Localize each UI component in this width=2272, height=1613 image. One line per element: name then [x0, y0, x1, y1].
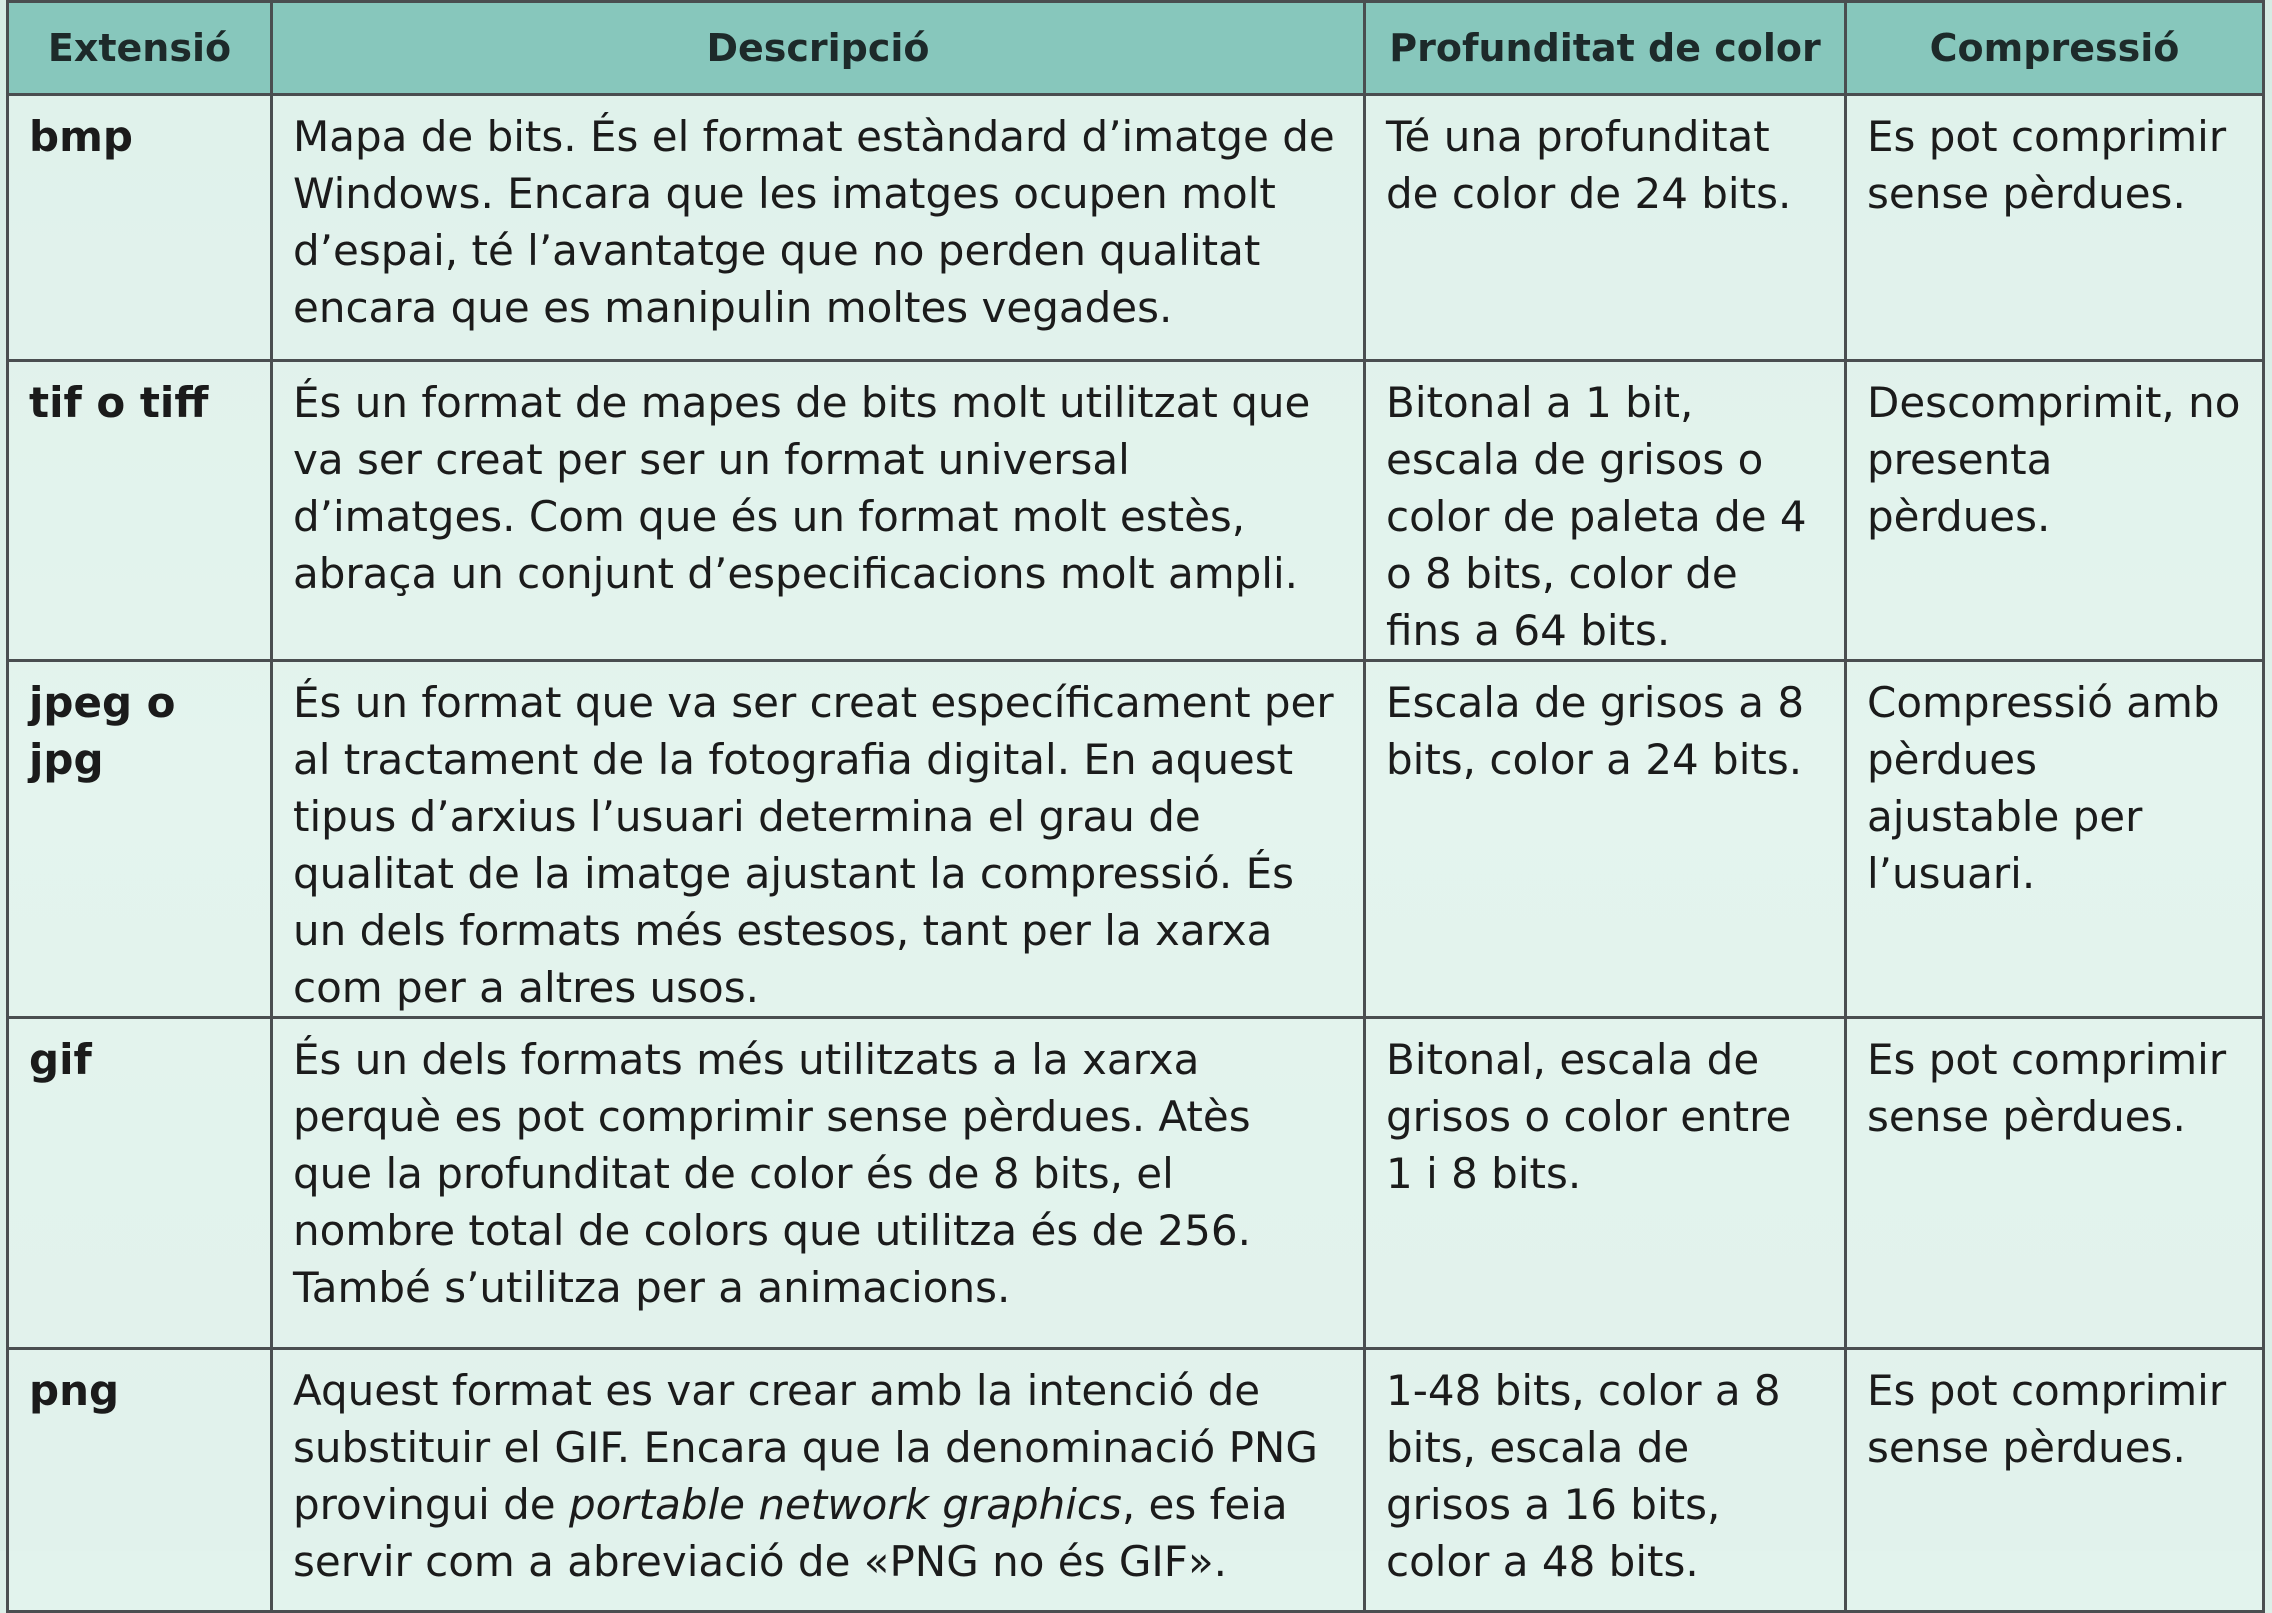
cell-compression: Compressió amb pèrdues ajustable per l’usuari.: [1846, 661, 2264, 1018]
description-text: Aquest format es var crear amb la intenció de substituir el GIF. Encara que la denominació PNG provingui de: [293, 1366, 1318, 1529]
cell-description: És un dels formats més utilitzats a la xarxa perquè es pot comprimir sense pèrdues. Atès que la profunditat de color és de 8 bits, el nombre total de colors que utilitza és de 256. També s’utilitza per a animacions.: [272, 1018, 1365, 1349]
cell-color-depth: Escala de grisos a 8 bits, color a 24 bits.: [1365, 661, 1846, 1018]
cell-description: Mapa de bits. És el format estàndard d’imatge de Windows. Encara que les imatges ocupen molt d’espai, té l’avantatge que no perden qualitat encara que es manipulin moltes vegades.: [272, 95, 1365, 361]
cell-compression: Descomprimit, no presenta pèrdues.: [1846, 361, 2264, 661]
cell-description: És un format que va ser creat específicament per al tractament de la fotografia digital. En aquest tipus d’arxius l’usuari determina el grau de qualitat de la imatge ajustant la compressió. És un dels formats més estesos, tant per la xarxa com per a altres usos.: [272, 661, 1365, 1018]
table-row: [8, 361, 2264, 661]
cell-color-depth: 1-48 bits, color a 8 bits, escala de grisos a 16 bits, color a 48 bits.: [1365, 1349, 1846, 1612]
description-text: , es feia servir com a abreviació de «PNG no és GIF».: [293, 1480, 1288, 1586]
cell-compression: Es pot comprimir sense pèrdues.: [1846, 95, 2264, 361]
header-color-depth: Profunditat de color: [1365, 2, 1846, 95]
cell-extension: png: [8, 1349, 272, 1612]
cell-description: [272, 1349, 1365, 1612]
header-extension: Extensió: [8, 2, 272, 95]
cell-color-depth: Bitonal, escala de grisos o color entre 1 i 8 bits.: [1365, 1018, 1846, 1349]
cell-extension: jpeg o jpg: [8, 661, 272, 1018]
cell-color-depth: Bitonal a 1 bit, escala de grisos o color de paleta de 4 o 8 bits, color de fins a 64 bits.: [1365, 361, 1846, 661]
cell-description: És un format de mapes de bits molt utilitzat que va ser creat per ser un format universal d’imatges. Com que és un format molt estès, abraça un conjunt d’especificacions molt ampli.: [272, 361, 1365, 661]
table-row: [8, 661, 2264, 1018]
header-row: [8, 2, 2264, 95]
header-compression: Compressió: [1846, 2, 2264, 95]
table-row: [8, 1018, 2264, 1349]
table-row: [8, 1349, 2264, 1612]
table-row: [8, 95, 2264, 361]
header-description: Descripció: [272, 2, 1365, 95]
cell-compression: Es pot comprimir sense pèrdues.: [1846, 1018, 2264, 1349]
cell-color-depth: Té una profunditat de color de 24 bits.: [1365, 95, 1846, 361]
cell-compression: Es pot comprimir sense pèrdues.: [1846, 1349, 2264, 1612]
cell-extension: tif o tiff: [8, 361, 272, 661]
cell-extension: gif: [8, 1018, 272, 1349]
cell-extension: bmp: [8, 95, 272, 361]
image-formats-table: [6, 0, 2265, 1613]
description-italic-text: portable network graphics: [569, 1480, 1122, 1529]
